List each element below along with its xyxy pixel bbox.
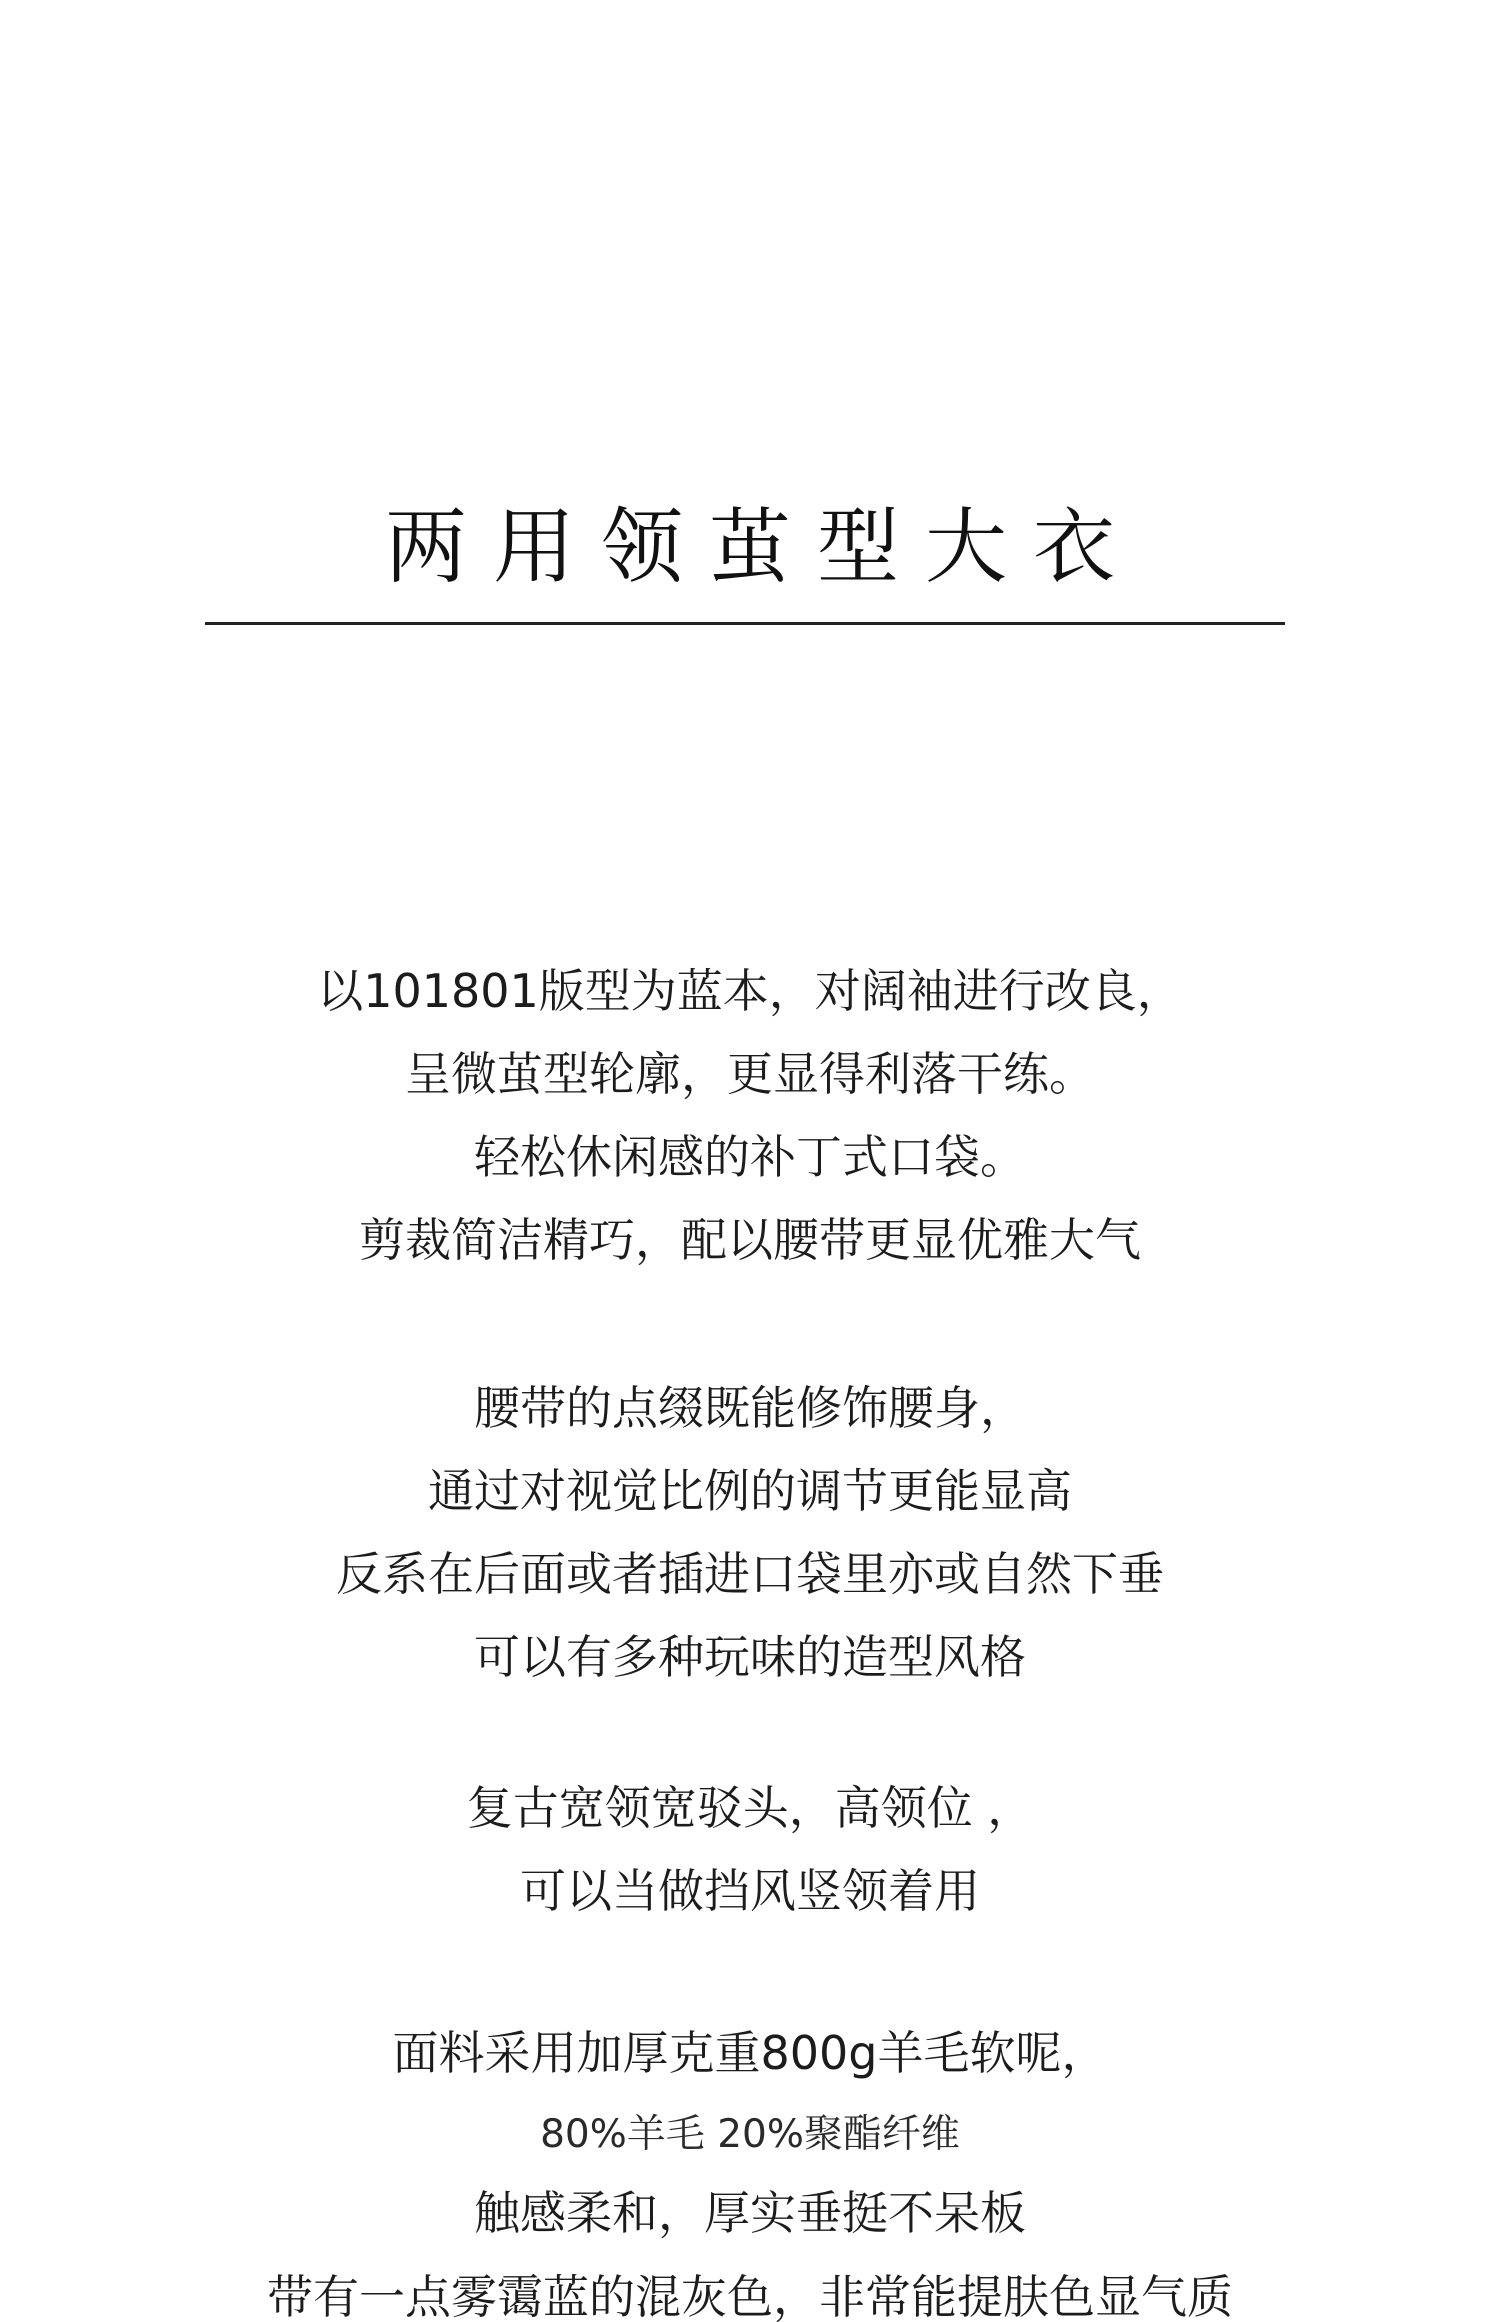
page-title: 两用领茧型大衣 — [384, 499, 1141, 595]
title-divider — [205, 622, 1285, 625]
text-line: 可以当做挡风竖领着用 — [520, 1864, 980, 1918]
text-line: 腰带的点缀既能修饰腰身， — [474, 1381, 1026, 1435]
text-line: 轻松休闲感的补丁式口袋。 — [474, 1130, 1026, 1184]
text-line: 触感柔和，厚实垂挺不呆板 — [474, 2186, 1026, 2240]
text-line: 以101801版型为蓝本，对阔袖进行改良， — [317, 964, 1183, 1018]
fabric-composition: 80%羊毛 20%聚酯纤维 — [540, 2112, 960, 2157]
text-line: 面料采用加厚克重800g羊毛软呢， — [392, 2026, 1108, 2080]
text-line: 带有一点雾霭蓝的混灰色，非常能提肤色显气质 — [267, 2270, 1233, 2322]
text-line: 可以有多种玩味的造型风格 — [474, 1630, 1026, 1684]
text-line: 剪裁简洁精巧，配以腰带更显优雅大气 — [359, 1213, 1141, 1267]
text-line: 呈微茧型轮廓，更显得利落干练。 — [405, 1047, 1095, 1101]
text-line: 通过对视觉比例的调节更能显高 — [428, 1464, 1072, 1518]
text-line: 复古宽领宽驳头，高领位 ， — [466, 1781, 1034, 1835]
text-line: 反系在后面或者插进口袋里亦或自然下垂 — [336, 1547, 1164, 1601]
